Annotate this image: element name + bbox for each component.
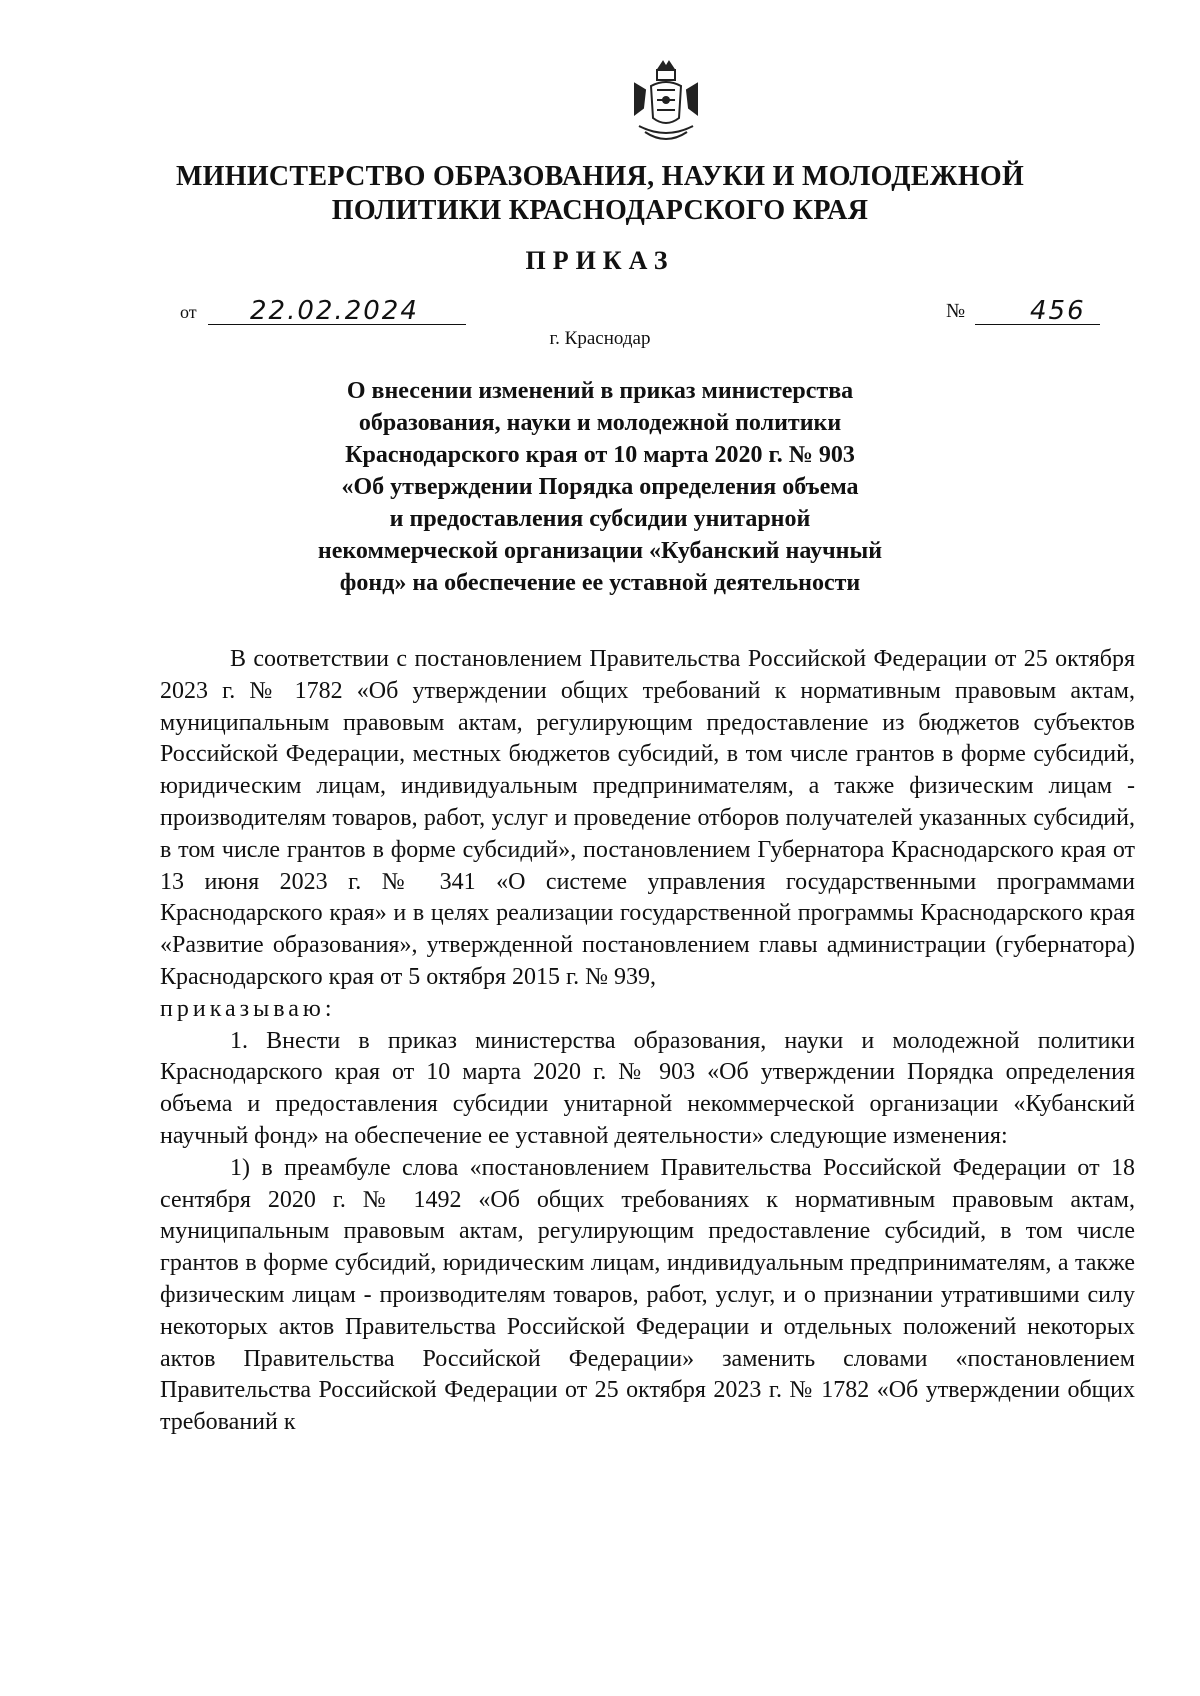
item-1-1-paragraph: 1) в преамбуле слова «постановлением Правительства Российской Федерации от 18 сентября 2020 г. № 1492 «Об общих требованиях к нормативным правовым актам, муниципальным правовым актам, регулирующим предоставление субсидий, в том числе грантов в форме субсидий, юридическим лицам, индивидуальным предпринимателям, а также физическим лицам - производителям товаров, работ, услуг, и о признании утратившими силу некоторых актов Правительства Российской Федерации и отдельных положений некоторых актов Правительства Российской Федерации» заменить словами «постановлением Правительства Российской Федерации от 25 октября 2023 г. № 1782 «Об утверждении общих требований к <box>160 1154 1135 1436</box>
subject-line: некоммерческой организации «Кубанский научный <box>317 538 883 564</box>
ministry-line-1: МИНИСТЕРСТВО ОБРАЗОВАНИЯ, НАУКИ И МОЛОДЕЖНОЙ <box>175 161 1025 192</box>
document-type: ПРИКАЗ <box>525 246 675 275</box>
handwritten-date: 22.02.2024 <box>250 296 419 326</box>
subject-line: Краснодарского края от 10 марта 2020 г. № 903 <box>345 442 855 468</box>
date-prefix: от <box>180 302 197 322</box>
ministry-heading <box>150 160 1050 228</box>
subject-line: образования, науки и молодежной политики <box>358 410 842 436</box>
number-prefix: № <box>946 300 966 322</box>
order-subject <box>240 375 960 599</box>
order-word: приказываю: <box>160 995 336 1022</box>
item-1-paragraph: 1. Внести в приказ министерства образования, науки и молодежной политики Краснодарского края от 10 марта 2020 г. № 903 «Об утверждении Порядка определения объема и предоставления субсидии унитарной некоммерческой организации «Кубанский научный фонд» на обеспечение ее уставной деятельности» следующие изменения: <box>160 1027 1135 1149</box>
coat-of-arms-emblem <box>629 60 703 150</box>
subject-line: О внесении изменений в приказ министерства <box>346 378 854 404</box>
subject-line: фонд» на обеспечение ее уставной деятельности <box>339 570 861 596</box>
subject-line: «Об утверждении Порядка определения объема <box>341 474 859 500</box>
city: г. Краснодар <box>549 328 651 349</box>
order-body <box>160 644 1135 1439</box>
ministry-line-2: ПОЛИТИКИ КРАСНОДАРСКОГО КРАЯ <box>331 195 869 226</box>
handwritten-number: 456 <box>1030 296 1086 326</box>
preamble-paragraph: В соответствии с постановлением Правительства Российской Федерации от 25 октября 2023 г. № 1782 «Об утверждении общих требований к нормативным правовым актам, муниципальным правовым актам, регулирующим предоставление из бюджетов субъектов Российской Федерации, местных бюджетов субсидий, в том числе грантов в форме субсидий, юридическим лицам, индивидуальным предпринимателям, а также физическим лицам - производителям товаров, работ, услуг и проведение отборов получателей указанных субсидий, в том числе грантов в форме субсидий», постановлением Губернатора Краснодарского края от 13 июня 2023 г. № 341 «О системе управления государственными программами Краснодарского края» и в целях реализации государственной программы Краснодарского края «Развитие образования», утвержденной постановлением главы администрации (губернатора) Краснодарского края от 5 октября 2015 г. № 939, <box>160 646 1135 990</box>
subject-line: и предоставления субсидии унитарной <box>389 506 811 532</box>
